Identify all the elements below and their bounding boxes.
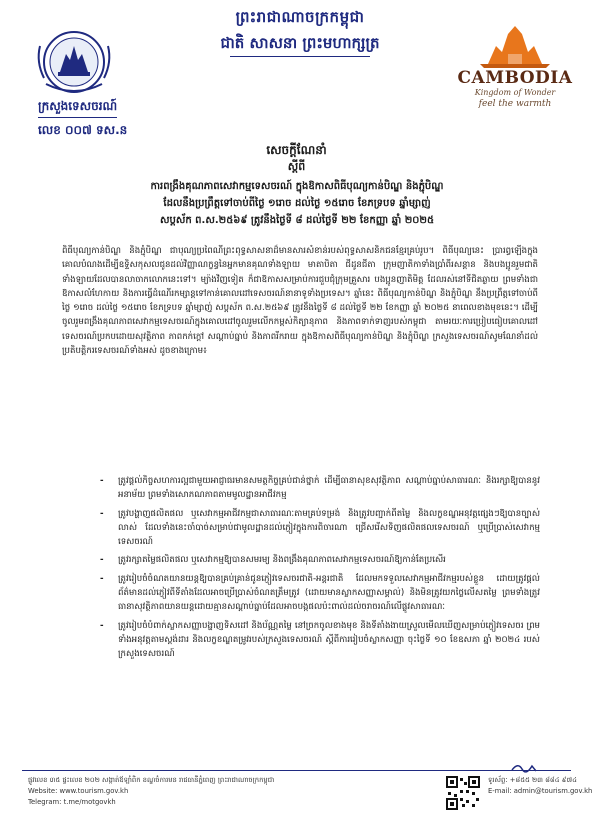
list-item: [100, 553, 540, 567]
footer-telegram[interactable]: Telegram: t.me/motgovkh: [28, 798, 116, 806]
footer-contact: [28, 775, 274, 808]
list-item-text: ត្រូវរៀបចំបំពាក់ស្លាកសញ្ញាបង្ហាញទិសដៅ និងប័ណ្ណតម្លៃ នៅច្រកចូលខាងមុខ និងទីតាំងងាយស្រួលមើលឃើញសម្រាប់ភ្ញៀវទេសចរ ព្រមទាំងអនុវត្តតាមស្តង់ដារ និងលក្ខខណ្ឌតម្រូវរបស់ក្រសួងទេសចរណ៍ ស្តីពីការរៀបចំស្លាកសញ្ញា ចុះថ្ងៃទី ១០ ខែឧសភា ឆ្នាំ ២០២៤ របស់ក្រសួងទេសចរណ៍: [118, 620, 540, 660]
list-item: [100, 507, 540, 550]
bullet-dash: -: [100, 620, 104, 631]
list-item-text: ត្រូវរៀបចំចំណតយានយន្តឱ្យបានគ្រប់គ្រាន់ជូនភ្ញៀវទេសចរជាតិ-អន្តរជាតិ ដែលមកទទួលសេវាកម្មអាជីវកម្មរបស់ខ្លួន ដោយត្រូវផ្តល់ព័ត៌មានដល់ភ្ញៀវពីទីតាំងដែលអាចប្រើប្រាស់ចំណតត្រឹមត្រូវ (ដោយមានស្លាកសញ្ញាសម្គាល់) និងមិនត្រូវយកថ្លៃលើសតម្លៃ ព្រមទាំងត្រូវធានាសុវត្ថិភាពយានយន្តដោយគ្មានសណ្តាប់ធ្នាប់ដែលអាចបង្កផលប៉ះពាល់ដល់ចរាចរណ៍លើផ្លូវសាធារណៈ: [118, 573, 540, 613]
royal-emblem-icon: [26, 24, 122, 104]
document-subject: [64, 178, 530, 229]
document-type: សេចក្តីណែនាំ: [266, 143, 327, 157]
list-item: [100, 474, 540, 503]
subject-line: សប្តស័ក ព.ស.២៥៦៩ ត្រូវនឹងថ្ងៃទី ៨ ដល់ថ្ងៃទី ២២ ខែកញ្ញា ឆ្នាំ ២០២៥: [159, 215, 435, 226]
footer-address: ផ្លូវលេខ ៣៥ ផ្ទះលេខ ២០២ សង្កាត់ឪឡាំពិក ខណ្ឌចំការមន រាជធានីភ្នំពេញ ព្រះរាជាណាចក្រកម្ពុជា: [28, 776, 275, 784]
brand-tagline: Kingdom of Wonder: [474, 88, 556, 97]
list-item-text: ត្រូវបង្ហាញផលិតផល ឬសេវាកម្មអាជីវកម្មជាសាធារណៈតាមគ្រប់ទម្រង់ និងត្រូវបញ្ជាក់ពីតម្លៃ និងលក្ខខណ្ឌអនុវត្តផ្សេងៗឱ្យបានច្បាស់លាស់ ដែលទាំងនេះចាំបាច់សម្រាប់ជាមូលដ្ឋានដល់ភ្ញៀវក្នុងការពិចារណា ជ្រើសរើសទិញផលិតផលទេសចរណ៍ ឬប្រើប្រាស់សេវាកម្មទេសចរណ៍: [118, 508, 540, 548]
list-item-text: ត្រូវរក្សាតម្លៃផលិតផល ឬសេវាកម្មឱ្យបានសមរម្យ និងពង្រឹងគុណភាពសេវាកម្មទេសចរណ៍ឱ្យកាន់តែប្រសើរ: [118, 555, 446, 566]
ministry-name: ក្រសួងទេសចរណ៍: [38, 98, 117, 118]
instruction-list: [100, 474, 540, 666]
bullet-dash: -: [100, 555, 104, 566]
bullet-dash: -: [100, 476, 104, 486]
brand-name: CAMBODIA: [457, 68, 573, 88]
brand-slogan: feel the warmth: [478, 99, 552, 109]
document-about: ស្តីពី: [287, 160, 306, 173]
subject-line: ការពង្រឹងគុណភាពសេវាកម្មទេសចរណ៍ ក្នុងឱកាសពិធីបុណ្យកាន់បិណ្ឌ និងភ្ជុំបិណ្ឌ: [150, 181, 444, 192]
signature-mark: [510, 760, 538, 774]
reference-number: លេខ ០០៧ ទស.ន: [38, 123, 128, 137]
list-item: [100, 619, 540, 662]
kingdom-title: ព្រះរាជាណាចក្រកម្ពុជា: [235, 8, 365, 26]
bullet-dash: -: [100, 573, 104, 584]
footer-phone: ទូរស័ព្ទ: +៨៥៥ ២៣ ៨៨៤ ៩៧៤: [488, 776, 577, 784]
body-paragraph: ពិធីបុណ្យកាន់បិណ្ឌ និងភ្ជុំបិណ្ឌ ជាបុណ្យប្រពៃណីព្រះពុទ្ធសាសនាដ៏មានសារសំខាន់របស់ពុទ្ធសាសនិកជនខ្មែរគ្រប់រូប។ ពិធីបុណ្យនេះ ប្រារព្ធឡើងក្នុងគោលបំណងដើម្បីឧទ្ទិសកុសលជូនដល់វិញ្ញាណក្ខន្ធនៃអ្នកមានគុណទាំងឡាយ មាតាបិតា ជីដូនជីតា ក្រុមញាតិកាទាំងប្រាំពីរសន្តាន និងបងប្អូនរួមជាតិទាំងឡាយដែលបានលាចាកលោកនេះទៅ។ ម្យ៉ាងវិញទៀត ក៏ជាឱកាសសម្រាប់ការជួបជុំក្រុមគ្រួសារ បងប្អូនញាតិមិត្ត ដែលរស់នៅទីជិតឆ្ងាយ ព្រមទាំងជាឱកាសលំហែកាយ និងការធ្វើដំណើរកម្សាន្តទៅកាន់គោលដៅទេសចរណ៍នានាទូទាំងប្រទេស។ ឆ្នាំនេះ ពិធីបុណ្យកាន់បិណ្ឌ និងភ្ជុំបិណ្ឌ នឹងប្រព្រឹត្តទៅចាប់ពីថ្ងៃ ១រោច ដល់ថ្ងៃ ១៥រោច ខែភទ្របទ ឆ្នាំម្សាញ់ សប្តស័ក ព.ស.២៥៦៩ ត្រូវនឹងថ្ងៃទី ៨ ដល់ថ្ងៃទី ២២ ខែកញ្ញា ឆ្នាំ ២០២៥ នាពេលខាងមុខនេះ។ ដើម្បីចូលរួមពង្រឹងគុណភាពសេវាកម្មទេសចរណ៍ក្នុងគោលដៅចូលរួមលើកកម្ពស់កិត្យានុភាព និងភាពទាក់ទាញរបស់កម្ពុជា តាមរយៈការប្រៀបធៀបគោលដៅទេសចរណ៍ប្រកបដោយសុវត្ថិភាព ភាពកក់ក្តៅ សណ្តាប់ធ្នាប់ និងភាពរីករាយ ក្នុងឱកាសពិធីបុណ្យកាន់បិណ្ឌ និងភ្ជុំបិណ្ឌ ក្រសួងទេសចរណ៍សូមណែនាំដល់ប្រតិបត្តិករទេសចរណ៍ទាំងអស់ ដូចខាងក្រោម៖: [62, 246, 538, 357]
cambodia-kingdom-of-wonder-logo: [450, 24, 580, 116]
angkor-wat-icon: [450, 24, 580, 68]
footer-divider: [22, 770, 571, 771]
title-divider: [230, 56, 370, 57]
subject-line: ដែលនឹងប្រព្រឹត្តទៅចាប់ពីថ្ងៃ ១រោច ដល់ថ្ងៃ ១៥រោច ខែភទ្របទ ឆ្នាំម្សាញ់: [163, 198, 431, 209]
list-item: [100, 572, 540, 615]
footer-website[interactable]: Website: www.tourism.gov.kh: [28, 787, 129, 795]
bullet-dash: -: [100, 508, 104, 519]
footer-contact-right: [488, 775, 592, 797]
list-item-text: ត្រូវផ្តល់កិច្ចសហការល្អជាមួយអាជ្ញាធរមានសមត្ថកិច្ចគ្រប់ជាន់ថ្នាក់ ដើម្បីធានាសុខសុវត្ថិភាព សណ្តាប់ធ្នាប់សាធារណៈ និងរក្សាឱ្យបាននូវអនាម័យ ព្រមទាំងសោភណភាពតាមមូលដ្ឋានអាជីវកម្ម: [118, 476, 540, 501]
qr-code-icon: [446, 776, 480, 810]
footer-email[interactable]: E-mail: admin@tourism.gov.kh: [488, 787, 593, 795]
national-motto: ជាតិ សាសនា ព្រះមហាក្សត្រ: [220, 34, 380, 52]
